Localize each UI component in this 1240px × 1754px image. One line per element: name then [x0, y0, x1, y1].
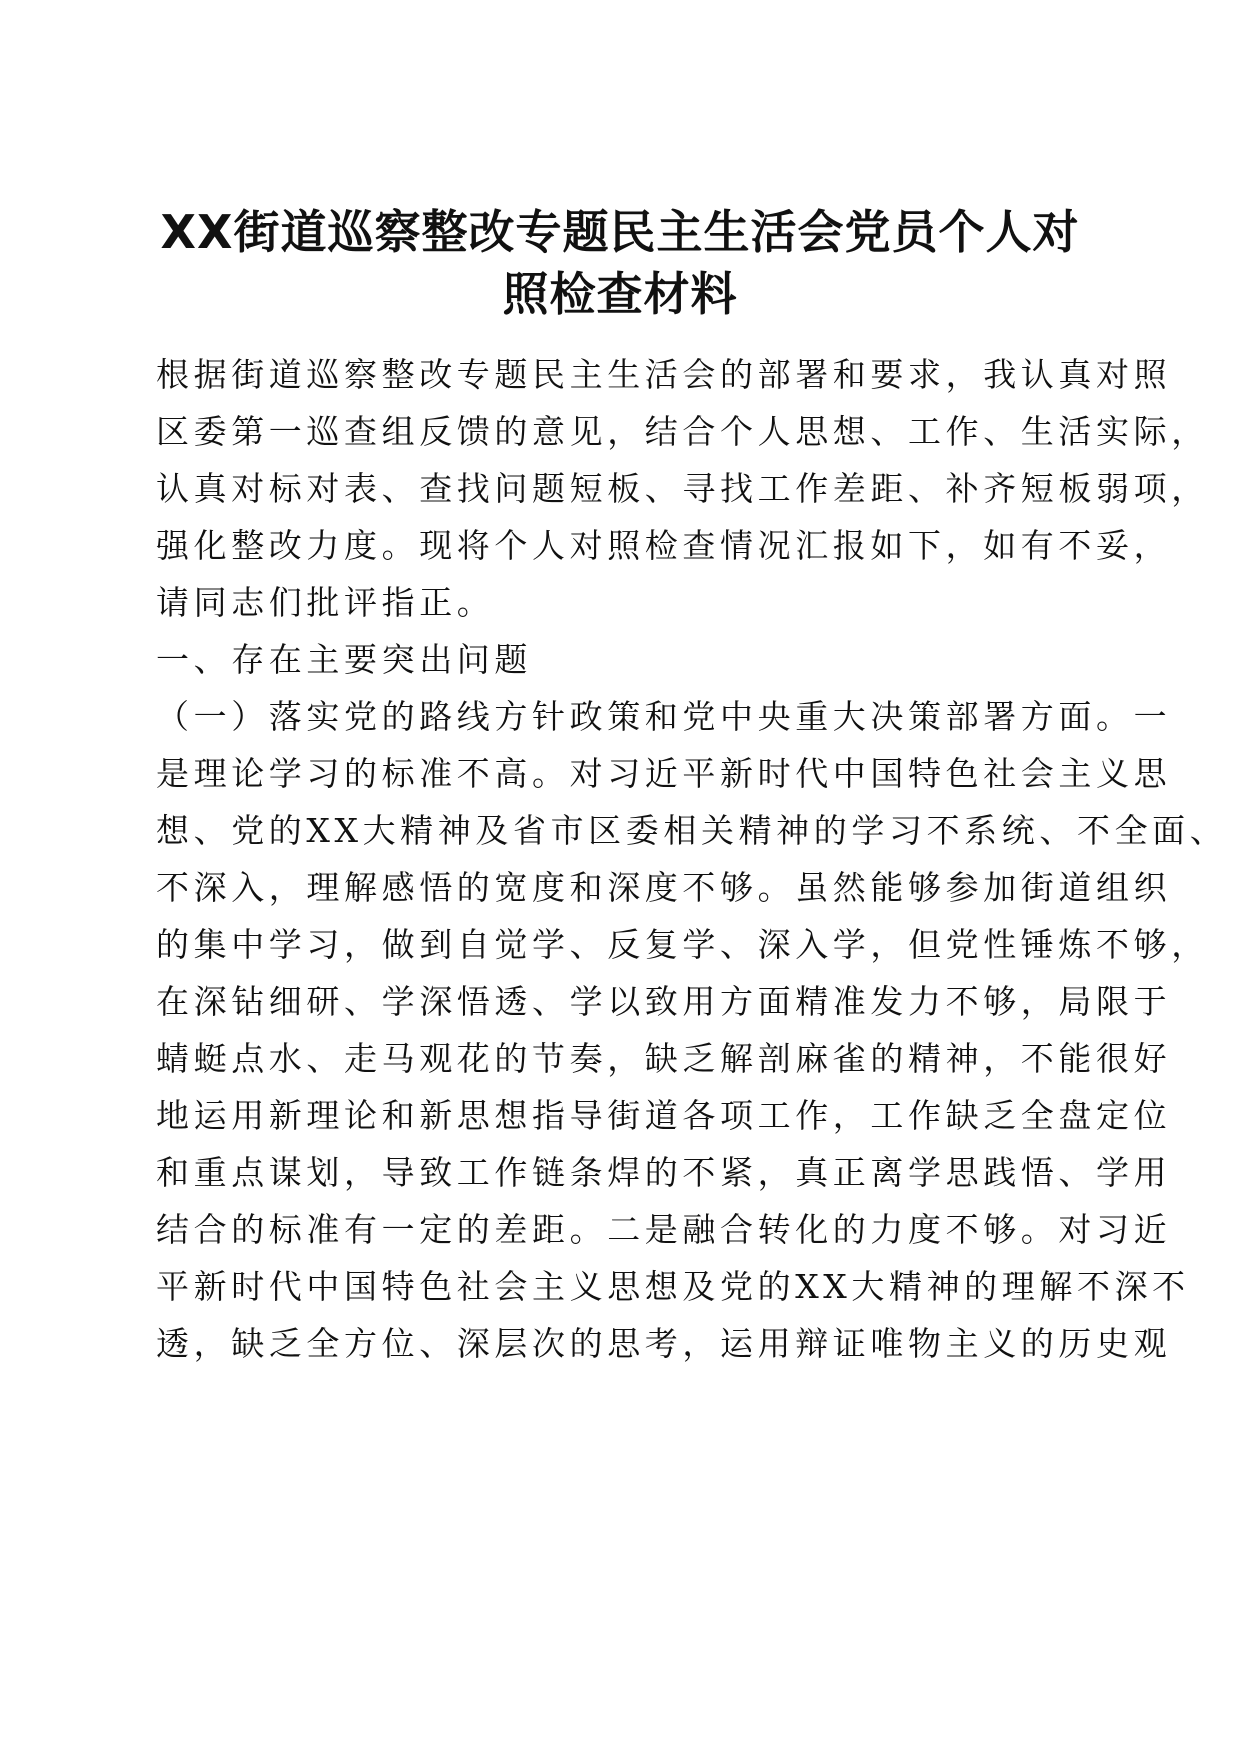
section-heading: 一、存在主要突出问题 [156, 640, 532, 679]
body-line: 是理论学习的标准不高。对习近平新时代中国特色社会主义思 [156, 754, 1172, 793]
document-title-line-2: 照检查材料 [502, 267, 738, 321]
body-line: 强化整改力度。现将个人对照检查情况汇报如下，如有不妥， [156, 526, 1172, 565]
body-line: 不深入，理解感悟的宽度和深度不够。虽然能够参加街道组织 [156, 868, 1172, 907]
document-title-line-1: XX街道巡察整改专题民主生活会党员个人对 [160, 205, 1080, 259]
body-line: 结合的标准有一定的差距。二是融合转化的力度不够。对习近 [156, 1210, 1172, 1249]
body-line: 想、党的XX大精神及省市区委相关精神的学习不系统、不全面、 [156, 811, 1228, 850]
body-line: 在深钻细研、学深悟透、学以致用方面精准发力不够，局限于 [156, 982, 1172, 1021]
body-line: 的集中学习，做到自觉学、反复学、深入学，但党性锤炼不够， [156, 925, 1209, 964]
body-line: 认真对标对表、查找问题短板、寻找工作差距、补齐短板弱项， [156, 469, 1209, 508]
body-line: 和重点谋划，导致工作链条焊的不紧，真正离学思践悟、学用 [156, 1153, 1172, 1192]
body-line: 区委第一巡查组反馈的意见，结合个人思想、工作、生活实际， [156, 412, 1209, 451]
body-line: 平新时代中国特色社会主义思想及党的XX大精神的理解不深不 [156, 1267, 1190, 1306]
body-line: 透，缺乏全方位、深层次的思考，运用辩证唯物主义的历史观 [156, 1324, 1172, 1363]
body-line: （一）落实党的路线方针政策和党中央重大决策部署方面。一 [156, 697, 1172, 736]
body-line: 请同志们批评指正。 [156, 583, 495, 622]
body-line: 地运用新理论和新思想指导街道各项工作，工作缺乏全盘定位 [156, 1096, 1172, 1135]
body-line: 蜻蜓点水、走马观花的节奏，缺乏解剖麻雀的精神，不能很好 [156, 1039, 1172, 1078]
body-line: 根据街道巡察整改专题民主生活会的部署和要求，我认真对照 [156, 355, 1172, 394]
